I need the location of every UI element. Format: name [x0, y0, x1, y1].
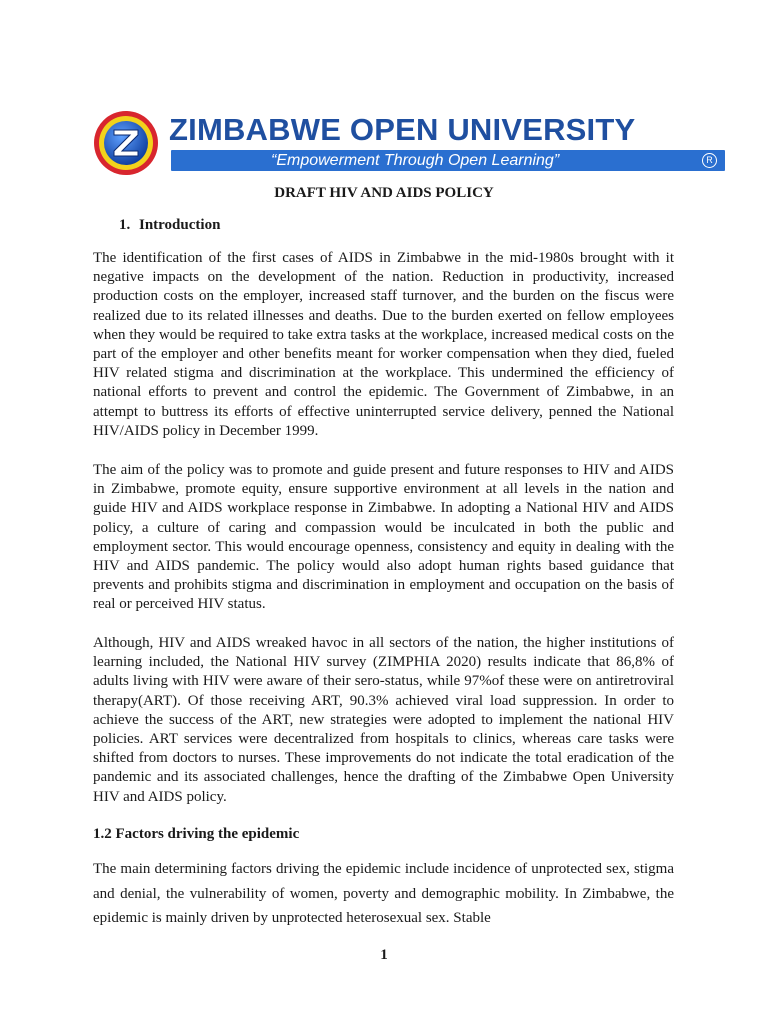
- university-name: ZIMBABWE OPEN UNIVERSITY: [169, 112, 636, 147]
- letterhead: [93, 110, 725, 176]
- university-logo: [93, 110, 159, 176]
- tagline: “Empowerment Through Open Learning”: [271, 152, 560, 169]
- page-number: 1: [380, 947, 388, 963]
- section-title: Introduction: [139, 217, 221, 233]
- paragraph-3: Although, HIV and AIDS wreaked havoc in all sectors of the nation, the higher institutions of learning included, the National HIV survey (ZIMPHIA 2020) results indicate that 86,8% of adults living with HIV were aware of their sero-status, while 97%of these were on antiretroviral therapy(ART). Of those receiving ART, 90.3% achieved viral load suppression. In order to achieve the success of the ART, new strategies were adopted to implement the national HIV policies. ART services were decentralized from hospitals to clinics, whereas care tasks were shifted from doctors to nurses. These improvements do not indicate the total eradication of the pandemic and its associated challenges, hence the drafting of the Zimbabwe Open University HIV and AIDS policy.: [93, 635, 674, 805]
- paragraph-1: The identification of the first cases of AIDS in Zimbabwe in the mid-1980s brought with it negative impacts on the development of the nation. Reduction in productivity, increased production costs on the employer, increased staff turnover, and the burden on the fiscus were realized due to its related illnesses and deaths. Due to the burden exerted on fellow employees when they would be required to take extra tasks at the workplace, increased medical costs on the part of the employer and other benefits meant for worker compensation when they died, fueled HIV related stigma and discrimination at the workplace. This undermined the efficiency of national efforts to prevent and control the epidemic. The Government of Zimbabwe, in an attempt to buttress its efforts of effective uninterrupted service delivery, penned the National HIV/AIDS policy in December 1999.: [93, 250, 674, 439]
- paragraph-2: The aim of the policy was to promote and guide present and future responses to HIV and AIDS in Zimbabwe, promote equity, ensure supportive environment at all levels in the nation and guide HIV and AIDS workplace response in Zimbabwe. In adopting a National HIV and AIDS policy, a culture of caring and compassion would be inculcated in both the public and employment sector. This would encourage openness, consistency and equity in dealing with the HIV and AIDS pandemic. The policy would also adopt human rights based guidance that prevents and prohibits stigma and discrimination in employment and occupation on the basis of real or perceived HIV status.: [93, 462, 674, 613]
- section-heading-factors: 1.2 Factors driving the epidemic: [93, 826, 300, 842]
- tagline-bar: [171, 150, 725, 171]
- document-title: DRAFT HIV AND AIDS POLICY: [274, 185, 494, 201]
- paragraph-4: The main determining factors driving the epidemic include incidence of unprotected sex, stigma and denial, the vulnerability of women, poverty and demographic mobility. In Zimbabwe, the epidemic is mainly driven by unprotected heterosexual sex. Stable: [93, 861, 674, 926]
- registered-mark-icon: R: [702, 153, 717, 168]
- section-number: 1.: [119, 217, 131, 233]
